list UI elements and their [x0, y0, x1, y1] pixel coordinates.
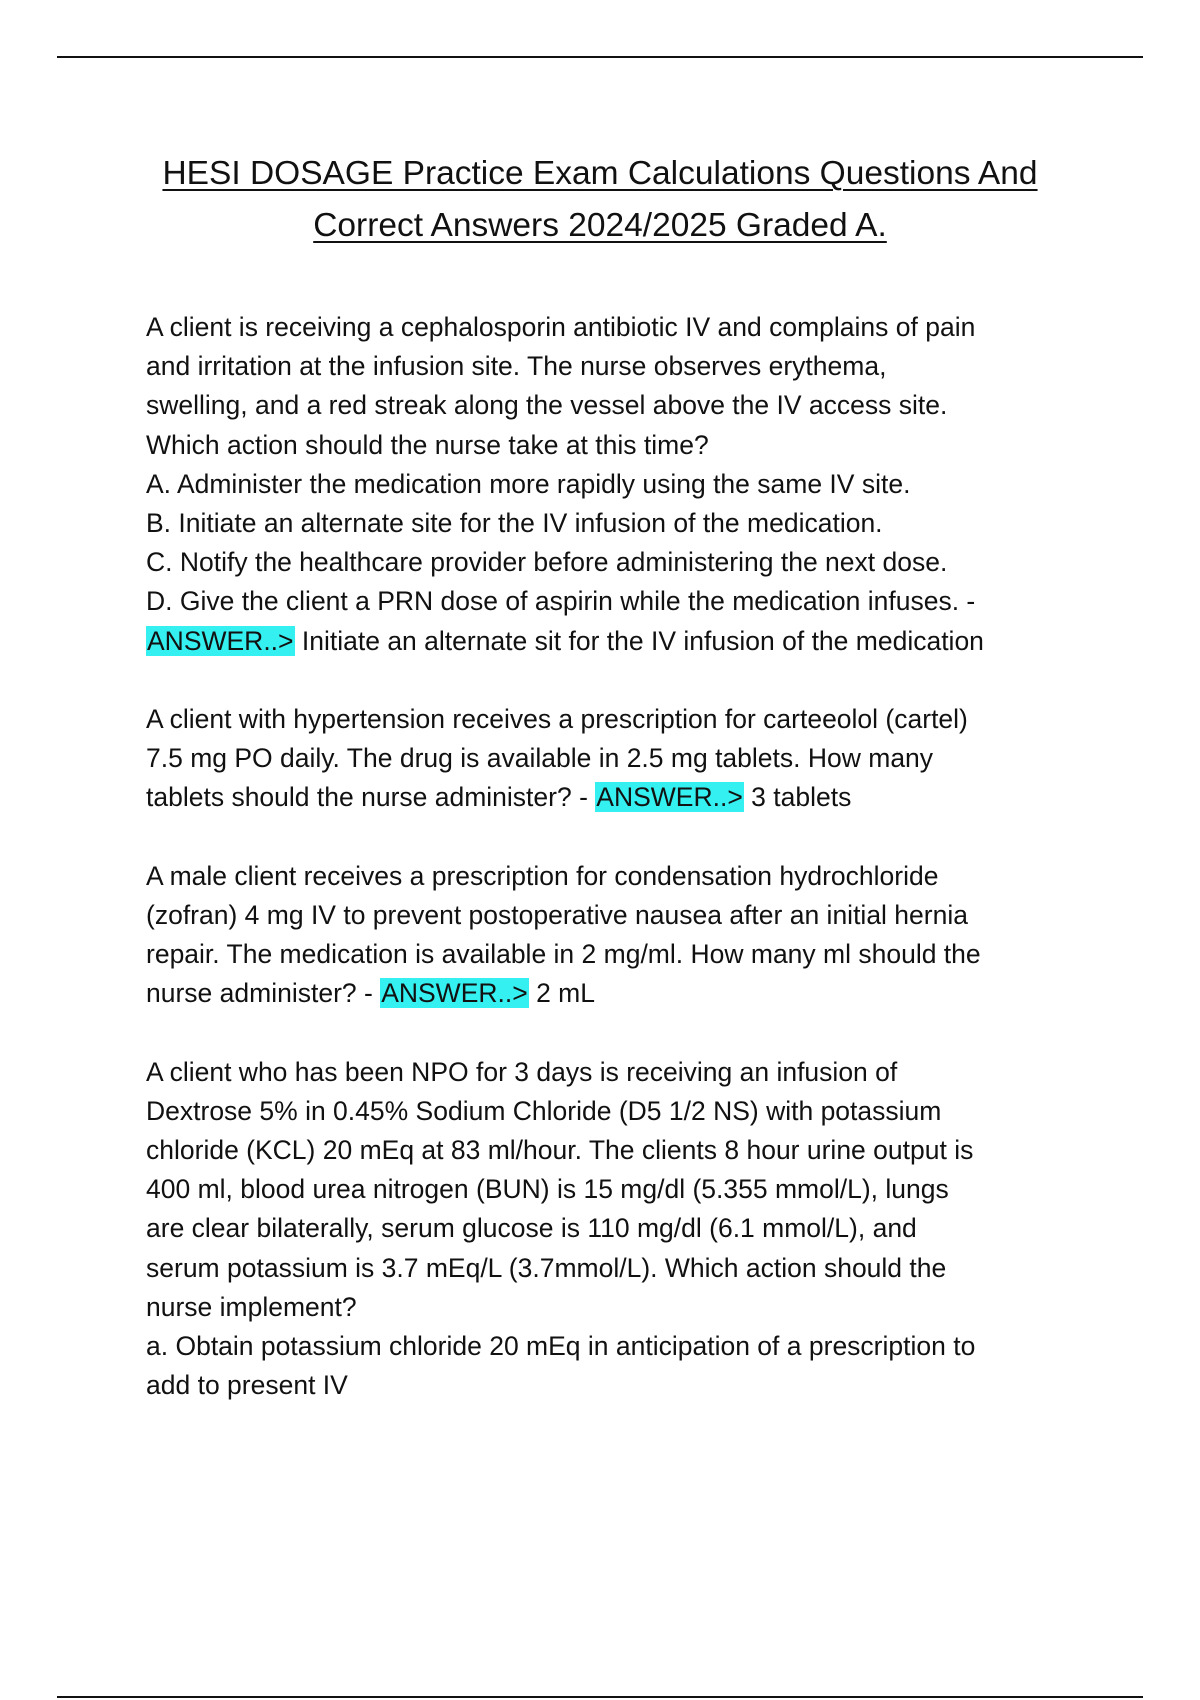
question-3-answer-prefix: nurse administer? -: [146, 978, 381, 1009]
title-line-2: Correct Answers 2024/2025 Graded A.: [313, 207, 887, 244]
question-3-line: (zofran) 4 mg IV to prevent postoperative nausea after an initial hernia: [146, 899, 968, 930]
question-4-line: chloride (KCL) 20 mEq at 83 ml/hour. The clients 8 hour urine output is: [146, 1134, 974, 1165]
question-4-option-a-cont: add to present IV: [146, 1370, 348, 1401]
question-3-answer-line: [146, 974, 1106, 1013]
paragraph-gap: [146, 661, 1106, 700]
question-4-line: serum potassium is 3.7 mEq/L (3.7mmol/L). Which action should the: [146, 1252, 947, 1283]
top-rule: [57, 56, 1143, 58]
question-1-line: swelling, and a red streak along the vessel above the IV access site.: [146, 390, 948, 421]
question-1-answer-line: [146, 622, 1106, 661]
question-4-line: A client who has been NPO for 3 days is receiving an infusion of: [146, 1056, 898, 1087]
question-1: [146, 308, 1106, 661]
question-3-line: repair. The medication is available in 2 mg/ml. How many ml should the: [146, 939, 981, 969]
question-1-option-b: B. Initiate an alternate site for the IV infusion of the medication.: [146, 507, 883, 538]
answer-marker-highlight: ANSWER..>: [381, 978, 528, 1009]
paragraph-gap: [146, 817, 1106, 856]
question-4-line: 400 ml, blood urea nitrogen (BUN) is 15 mg/dl (5.355 mmol/L), lungs: [146, 1174, 949, 1205]
question-2-line: 7.5 mg PO daily. The drug is available in 2.5 mg tablets. How many: [146, 743, 934, 774]
question-4-line: Dextrose 5% in 0.45% Sodium Chloride (D5 1/2 NS) with potassium: [146, 1095, 942, 1126]
question-1-line: and irritation at the infusion site. The nurse observes erythema,: [146, 351, 887, 382]
document-title: [100, 148, 1100, 252]
question-2-answer-prefix: tablets should the nurse administer? -: [146, 782, 596, 813]
answer-marker-highlight: ANSWER..>: [147, 625, 294, 656]
bottom-rule: [57, 1696, 1143, 1698]
question-1-option-a: A. Administer the medication more rapidly using the same IV site.: [146, 468, 911, 499]
question-3-line: A male client receives a prescription for condensation hydrochloride: [146, 860, 939, 891]
question-4-line: are clear bilaterally, serum glucose is 110 mg/dl (6.1 mmol/L), and: [146, 1213, 917, 1244]
question-4-option-a: a. Obtain potassium chloride 20 mEq in anticipation of a prescription to: [146, 1330, 976, 1361]
question-1-option-c: C. Notify the healthcare provider before administering the next dose.: [146, 547, 948, 578]
document-body: [146, 308, 1106, 1405]
question-1-option-d: D. Give the client a PRN dose of aspirin while the medication infuses. -: [146, 586, 976, 617]
question-1-answer: Initiate an alternate sit for the IV infusion of the medication: [294, 625, 984, 656]
question-2-line: A client with hypertension receives a prescription for carteeolol (cartel): [146, 703, 968, 734]
question-1-line: A client is receiving a cephalosporin antibiotic IV and complains of pain: [146, 312, 976, 342]
question-2-answer-line: [146, 778, 1106, 817]
question-4-line: nurse implement?: [146, 1291, 357, 1322]
question-3-answer: 2 mL: [528, 978, 595, 1009]
question-2-answer: 3 tablets: [743, 782, 852, 813]
question-1-line: Which action should the nurse take at this time?: [146, 429, 709, 460]
question-2: [146, 700, 1106, 818]
paragraph-gap: [146, 1013, 1106, 1052]
answer-marker-highlight: ANSWER..>: [596, 782, 743, 813]
question-3: [146, 857, 1106, 1014]
title-line-1: HESI DOSAGE Practice Exam Calculations Questions And: [162, 155, 1038, 192]
question-4: [146, 1053, 1106, 1406]
